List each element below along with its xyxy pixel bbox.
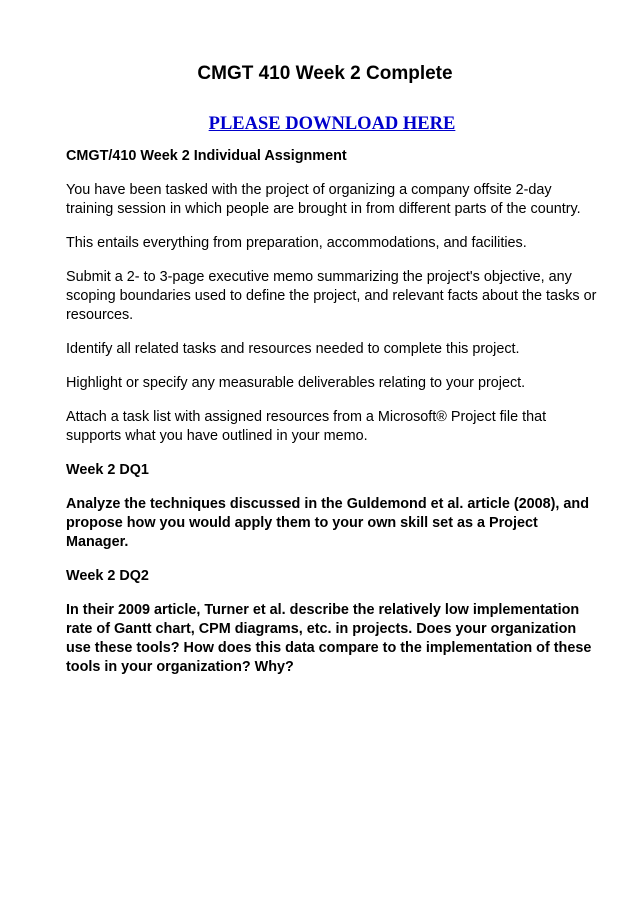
- tasks-resources-paragraph: Identify all related tasks and resources needed to complete this project.: [66, 341, 520, 357]
- download-link[interactable]: PLEASE DOWNLOAD HERE: [208, 114, 456, 134]
- dq1-question: Analyze the techniques discussed in the Guldemond et al. article (2008), and propose how you would apply them to your own skill set as a Project Manager.: [66, 496, 589, 550]
- memo-instructions-paragraph: Submit a 2- to 3-page executive memo summarizing the project's objective, any scoping boundaries used to define the project, and relevant facts about the tasks or resources.: [66, 269, 597, 323]
- dq2-heading: Week 2 DQ2: [66, 568, 149, 584]
- deliverables-paragraph: Highlight or specify any measurable deliverables relating to your project.: [66, 375, 526, 391]
- document-body: [66, 147, 598, 692]
- assignment-scope-paragraph: This entails everything from preparation, accommodations, and facilities.: [66, 235, 527, 251]
- document-title: CMGT 410 Week 2 Complete: [197, 63, 453, 84]
- task-list-paragraph: Attach a task list with assigned resources from a Microsoft® Project file that supports what you have outlined in your memo.: [66, 409, 547, 444]
- assignment-intro-paragraph: You have been tasked with the project of organizing a company offsite 2-day training session in which people are brought in from different parts of the country.: [66, 182, 581, 217]
- assignment-heading: CMGT/410 Week 2 Individual Assignment: [66, 148, 347, 164]
- dq2-question: In their 2009 article, Turner et al. describe the relatively low implementation rate of Gantt chart, CPM diagrams, etc. in projects. Does your organization use these tools? How does this data compare to the implementation of these tools in your organization? Why?: [66, 602, 592, 675]
- dq1-heading: Week 2 DQ1: [66, 462, 149, 478]
